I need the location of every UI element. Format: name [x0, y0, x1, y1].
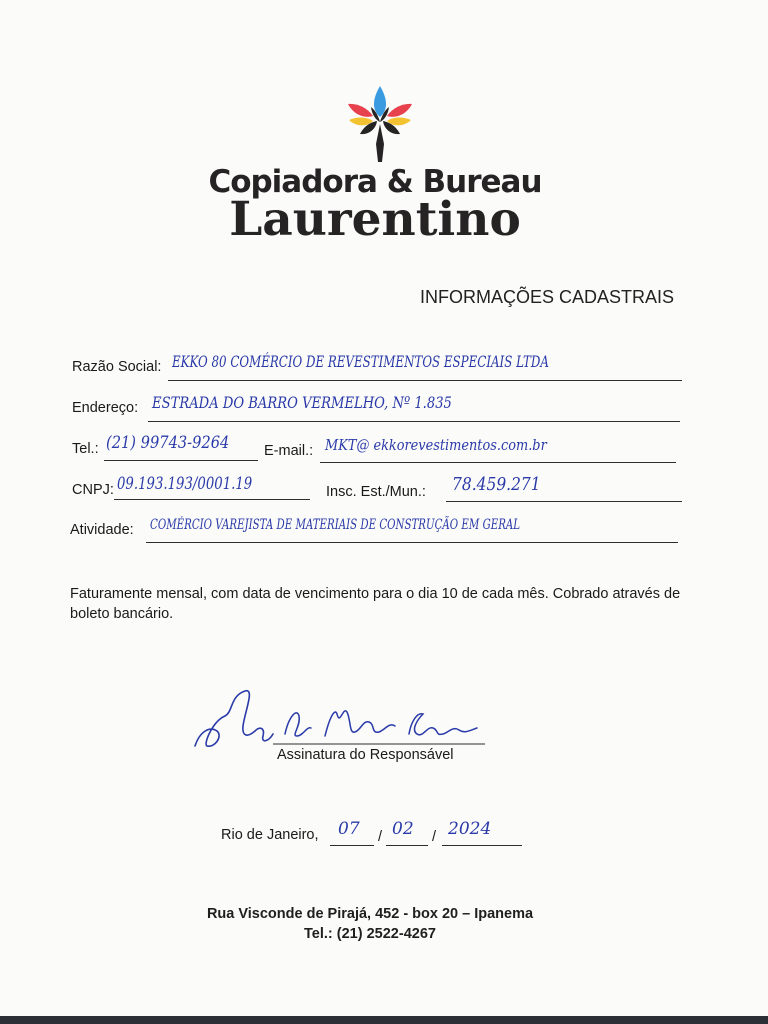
- insc-line: [446, 501, 682, 502]
- tel-line: [104, 460, 258, 461]
- date-separator-1: /: [378, 829, 383, 845]
- billing-terms-paragraph: Faturamente mensal, com data de vencimento para o dia 10 de cada mês. Cobrado através de boleto bancário.: [70, 586, 681, 622]
- razao-social-line: [168, 380, 682, 381]
- date-month-line: [386, 845, 428, 846]
- logo-icon: [340, 82, 420, 164]
- date-month: 02: [392, 819, 414, 839]
- footer-address: Rua Visconde de Pirajá, 452 - box 20 – Ipanema: [206, 906, 534, 922]
- date-separator-2: /: [432, 829, 437, 845]
- date-prefix: Rio de Janeiro,: [221, 827, 319, 843]
- tel-value: (21) 99743-9264: [106, 433, 230, 453]
- signature-caption: Assinatura do Responsável: [277, 747, 454, 763]
- atividade-label: Atividade:: [70, 522, 134, 538]
- scan-bottom-edge: [0, 1016, 768, 1024]
- email-line: [320, 462, 676, 463]
- email-value: MKT@ ekkorevestimentos.com.br: [325, 436, 547, 454]
- atividade-line: [146, 542, 678, 543]
- date-year-line: [442, 845, 522, 846]
- razao-social-value: EKKO 80 COMÉRCIO DE REVESTIMENTOS ESPECIAIS LTDA: [172, 352, 549, 371]
- cnpj-line: [114, 499, 310, 500]
- tel-label: Tel.:: [72, 441, 99, 457]
- date-day: 07: [338, 819, 360, 839]
- cnpj-value: 09.193.193/0001.19: [117, 474, 253, 494]
- endereco-line: [148, 421, 680, 422]
- atividade-value: COMÉRCIO VAREJISTA DE MATERIAIS DE CONSTRUÇÃO EM GERAL: [150, 517, 521, 533]
- brand-name-line2: Laurentino: [229, 192, 521, 247]
- insc-label: Insc. Est./Mun.:: [326, 484, 426, 500]
- insc-value: 78.459.271: [452, 474, 541, 495]
- razao-social-label: Razão Social:: [72, 359, 162, 375]
- endereco-value: ESTRADA DO BARRO VERMELHO, Nº 1.835: [152, 393, 452, 412]
- email-label: E-mail.:: [264, 443, 314, 459]
- date-day-line: [330, 845, 374, 846]
- cnpj-label: CNPJ:: [72, 482, 114, 498]
- footer-phone: Tel.: (21) 2522-4267: [304, 926, 436, 942]
- page-title: INFORMAÇÕES CADASTRAIS: [420, 287, 675, 307]
- brand-name-line1: Copiadora & Bureau: [208, 164, 542, 200]
- endereco-label: Endereço:: [72, 400, 139, 416]
- handwritten-signature: [185, 686, 485, 756]
- date-year: 2024: [448, 819, 492, 839]
